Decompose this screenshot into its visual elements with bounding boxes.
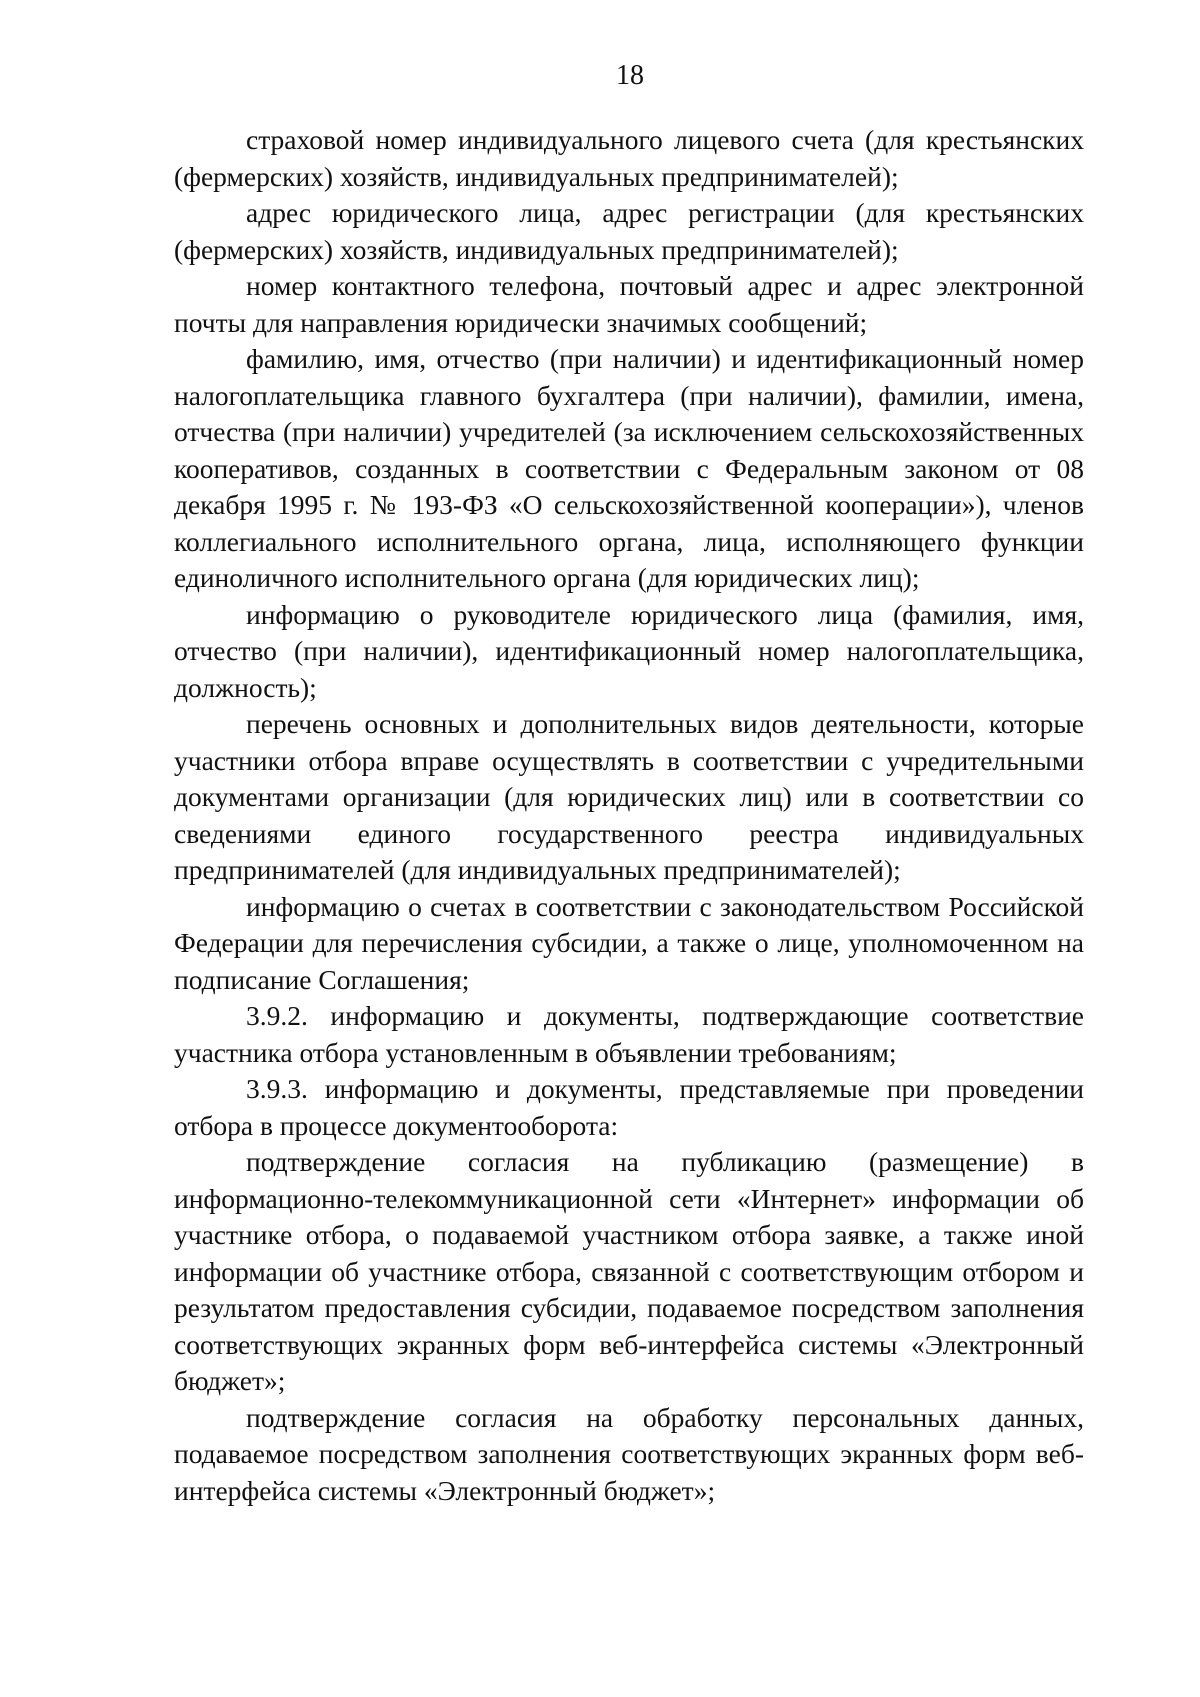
- page-number: 18: [616, 60, 644, 91]
- paragraph-bank-accounts: информацию о счетах в соответствии с законодательством Российской Федерации для перечисления субсидии, а также о лице, уполномоченном на подписание Соглашения;: [174, 890, 1084, 995]
- paragraph-head-info: информацию о руководителе юридического лица (фамилия, имя, отчество (при наличии), идентификационный номер налогоплательщика, должность);: [174, 598, 1084, 703]
- document-body: [174, 122, 1084, 1509]
- paragraph-insurance-number: страховой номер индивидуального лицевого счета (для крестьянских (фермерских) хозяйств, индивидуальных предпринимателей);: [174, 124, 1084, 192]
- paragraph-legal-address: адрес юридического лица, адрес регистрации (для крестьянских (фермерских) хозяйств, индивидуальных предпринимателей);: [174, 197, 1084, 265]
- paragraph-accountant-founders: фамилию, имя, отчество (при наличии) и идентификационный номер налогоплательщика главного бухгалтера (при наличии), фамилии, имена, отчества (при наличии) учредителей (за исключением сельскохозяйственных кооперативов, созданных в соответствии с Федеральным законом от 08 декабря 1995 г. № 193-ФЗ «О сельскохозяйственной кооперации»), членов коллегиального исполнительного органа, лица, исполняющего функции единоличного исполнительного органа (для юридических лиц);: [174, 343, 1084, 593]
- paragraph-3-9-3: 3.9.3. информацию и документы, представляемые при проведении отбора в процессе документооборота:: [174, 1073, 1084, 1141]
- paragraph-publication-consent: подтверждение согласия на публикацию (размещение) в информационно-телекоммуникационной сети «Интернет» информации об участнике отбора, о подаваемой участником отбора заявке, а также иной информации об участнике отбора, связанной с соответствующим отбором и результатом предоставления субсидии, подаваемое посредством заполнения соответствующих экранных форм веб-интерфейса системы «Электронный бюджет»;: [174, 1146, 1084, 1396]
- paragraph-contact-details: номер контактного телефона, почтовый адрес и адрес электронной почты для направления юридически значимых сообщений;: [174, 270, 1084, 338]
- paragraph-personal-data-consent: подтверждение согласия на обработку персональных данных, подаваемое посредством заполнения соответствующих экранных форм веб-интерфейса системы «Электронный бюджет»;: [174, 1401, 1084, 1506]
- paragraph-activities-list: перечень основных и дополнительных видов деятельности, которые участники отбора вправе осуществлять в соответствии с учредительными документами организации (для юридических лиц) или в соответствии со сведениями единого государственного реестра индивидуальных предпринимателей (для индивидуальных предпринимателей);: [174, 708, 1084, 885]
- paragraph-3-9-2: 3.9.2. информацию и документы, подтверждающие соответствие участника отбора установленным в объявлении требованиям;: [174, 1000, 1084, 1068]
